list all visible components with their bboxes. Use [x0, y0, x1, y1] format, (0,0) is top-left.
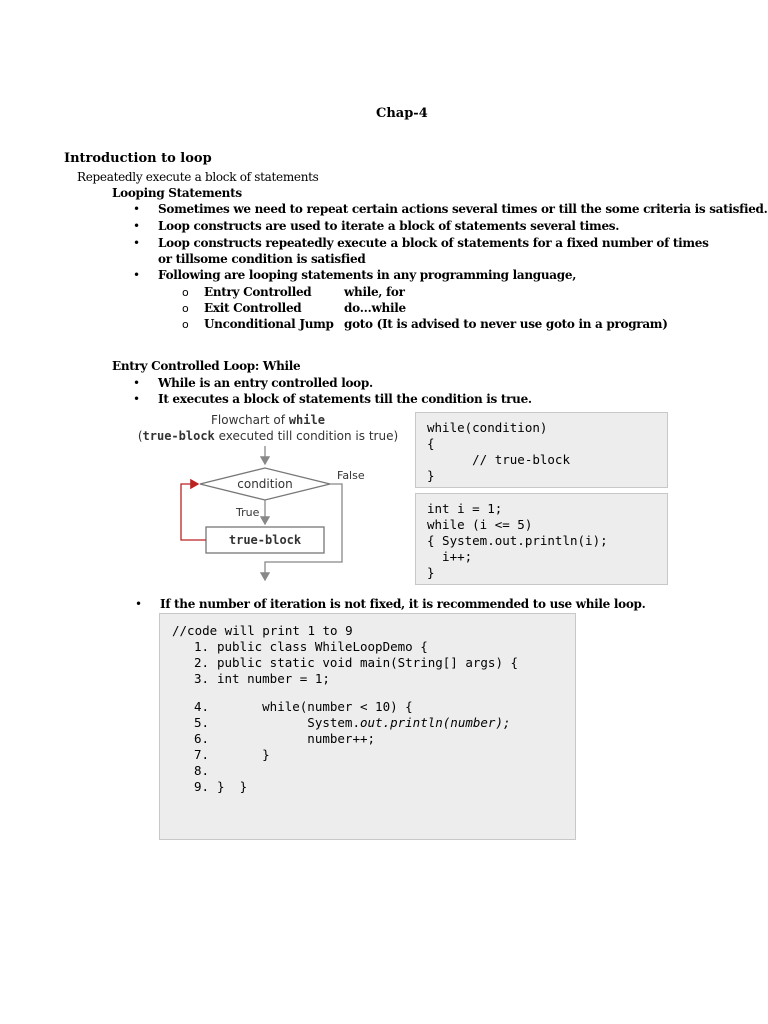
while-flowchart [170, 444, 380, 584]
flowchart-title-prefix: Flowchart of [211, 413, 289, 427]
intro-heading: Introduction to loop [64, 151, 212, 166]
loop-type-name: Entry Controlled [204, 285, 312, 299]
code-line: public static void main(String[] args) { [217, 655, 519, 670]
code-line: } } [217, 779, 248, 794]
true-block-label: true-block [228, 533, 302, 547]
line-number: 6. [194, 731, 210, 746]
caption-open: ( [137, 429, 143, 443]
bullet-icon: • [133, 392, 141, 406]
loop-type-value: goto (It is advised to never use goto in a program) [344, 317, 668, 331]
code-line: int number = 1; [217, 671, 330, 686]
bullet-text: Loop constructs are used to iterate a block of statements several times. [158, 219, 620, 233]
caption-keyword: true-block [142, 429, 215, 443]
circle-bullet-icon: o [182, 318, 189, 331]
page-title: Chap-4 [376, 106, 428, 121]
loop-back-arrow [181, 484, 206, 540]
bullet-text: Loop constructs repeatedly execute a block of statements for a fixed number of times [158, 236, 709, 250]
loop-type-value: do…while [344, 301, 406, 315]
code-comment: //code will print 1 to 9 [172, 623, 353, 638]
line-number: 5. [194, 715, 210, 730]
line-number: 7. [194, 747, 210, 762]
example-code: int i = 1; while (i <= 5) { System.out.println(i); i++; } [427, 501, 608, 580]
loop-type-name: Unconditional Jump [204, 317, 334, 331]
example-code-box [415, 493, 668, 585]
code-line: public class WhileLoopDemo { [217, 639, 428, 654]
caption-rest: executed till condition is true) [214, 429, 399, 443]
bullet-text: It executes a block of statements till the condition is true. [158, 392, 532, 406]
bullet-text: While is an entry controlled loop. [158, 376, 373, 390]
syntax-code-box [415, 412, 668, 488]
code-line: number++; [217, 731, 376, 746]
flowchart-caption [137, 412, 399, 444]
circle-bullet-icon: o [182, 286, 189, 299]
condition-label: condition [237, 477, 293, 491]
loop-type-name: Exit Controlled [204, 301, 302, 315]
bullet-icon: • [133, 219, 141, 233]
bullet-icon: • [133, 376, 141, 390]
flowchart-title-keyword: while [288, 413, 325, 427]
code-line: } [217, 747, 270, 762]
line-number: 3. [194, 671, 210, 686]
code-line-italic-part: out.println(number); [360, 715, 511, 730]
bullet-icon: • [133, 236, 141, 250]
bullet-text: Following are looping statements in any programming language, [158, 268, 577, 282]
line-number: 2. [194, 655, 210, 670]
line-number: 1. [194, 639, 210, 654]
syntax-code: while(condition) { // true-block } [427, 420, 570, 483]
looping-statements-heading: Looping Statements [112, 186, 242, 200]
bullet-icon: • [133, 268, 141, 282]
loop-type-value: while, for [344, 285, 405, 299]
intro-subtitle: Repeatedly execute a block of statements [77, 170, 319, 184]
circle-bullet-icon: o [182, 302, 189, 315]
bullet-icon: • [133, 202, 141, 216]
code-line-part: System. [217, 715, 360, 730]
bullet-text-continued: or tillsome condition is satisfied [158, 252, 366, 266]
code-line [217, 715, 511, 730]
bullet-text: Sometimes we need to repeat certain actions several times or till the some criteria is satisfied. [158, 202, 768, 216]
code-line: while(number < 10) { [217, 699, 413, 714]
line-number: 9. [194, 779, 210, 794]
bullet-icon: • [135, 597, 143, 611]
false-label: False [337, 469, 365, 482]
while-heading: Entry Controlled Loop: While [112, 359, 301, 373]
demo-code-box [159, 613, 576, 840]
bullet-text: If the number of iteration is not fixed, it is recommended to use while loop. [160, 597, 646, 611]
true-label: True [236, 506, 260, 519]
line-number: 8. [194, 763, 210, 778]
line-number: 4. [194, 699, 210, 714]
